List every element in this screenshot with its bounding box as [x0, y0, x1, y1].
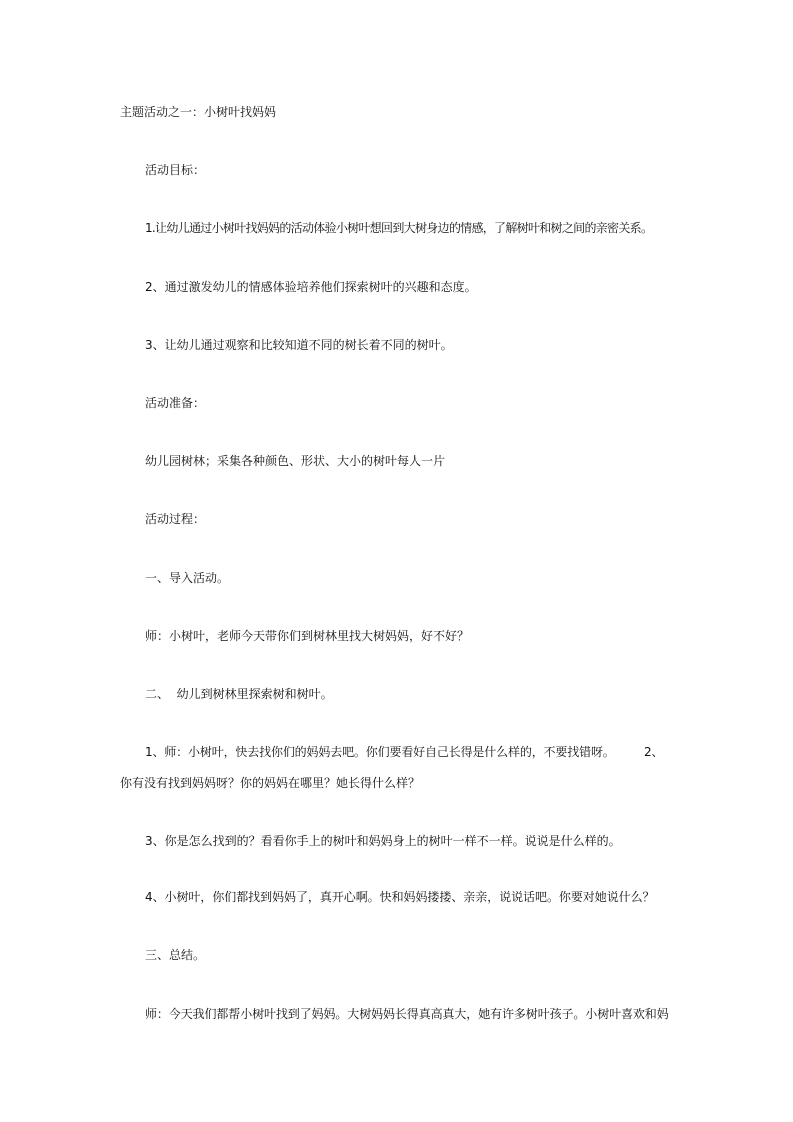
prep-text: 幼儿园树林；采集各种颜色、形状、大小的树叶每人一片: [145, 454, 446, 468]
goal-2: 2、通过激发幼儿的情感体验培养他们探索树叶的兴趣和态度。: [145, 280, 477, 294]
step-1-heading: 一、导入活动。: [145, 571, 230, 585]
document-title: 主题活动之一：小树叶找妈妈: [120, 105, 277, 119]
goal-1: 1.让幼儿通过小树叶找妈妈的活动体验小树叶想回到大树身边的情感，了解树叶和树之间的亲密关系。: [145, 221, 653, 235]
step-2-item-4: 4、小树叶，你们都找到妈妈了，真开心啊。快和妈妈搂搂、亲亲，说说话吧。你要对她说什么？: [145, 890, 655, 904]
step-2-item-1-line-1: 1、师：小树叶，快去找你们的妈妈去吧。你们要看好自己长得是什么样的，不要找错呀。 2、: [145, 745, 664, 759]
goal-3: 3、让幼儿通过观察和比较知道不同的树长着不同的树叶。: [145, 338, 453, 352]
goals-heading: 活动目标：: [145, 163, 206, 177]
step-3-heading: 三、总结。: [145, 948, 206, 962]
step-3-text: 师：今天我们都帮小树叶找到了妈妈。大树妈妈长得真高真大，她有许多树叶孩子。小树叶喜欢和妈: [145, 1007, 669, 1021]
step-2-heading: 二、 幼儿到树林里探索树和树叶。: [145, 687, 333, 701]
step-2-item-1-line-2: 你有没有找到妈妈呀？你的妈妈在哪里？她长得什么样？: [120, 776, 421, 790]
process-heading: 活动过程：: [145, 512, 206, 526]
step-2-item-3: 3、你是怎么找到的？看看你手上的树叶和妈妈身上的树叶一样不一样。说说是什么样的。: [145, 834, 621, 848]
step-1-text: 师：小树叶，老师今天带你们到树林里找大树妈妈，好不好？: [145, 629, 470, 643]
prep-heading: 活动准备：: [145, 396, 206, 410]
